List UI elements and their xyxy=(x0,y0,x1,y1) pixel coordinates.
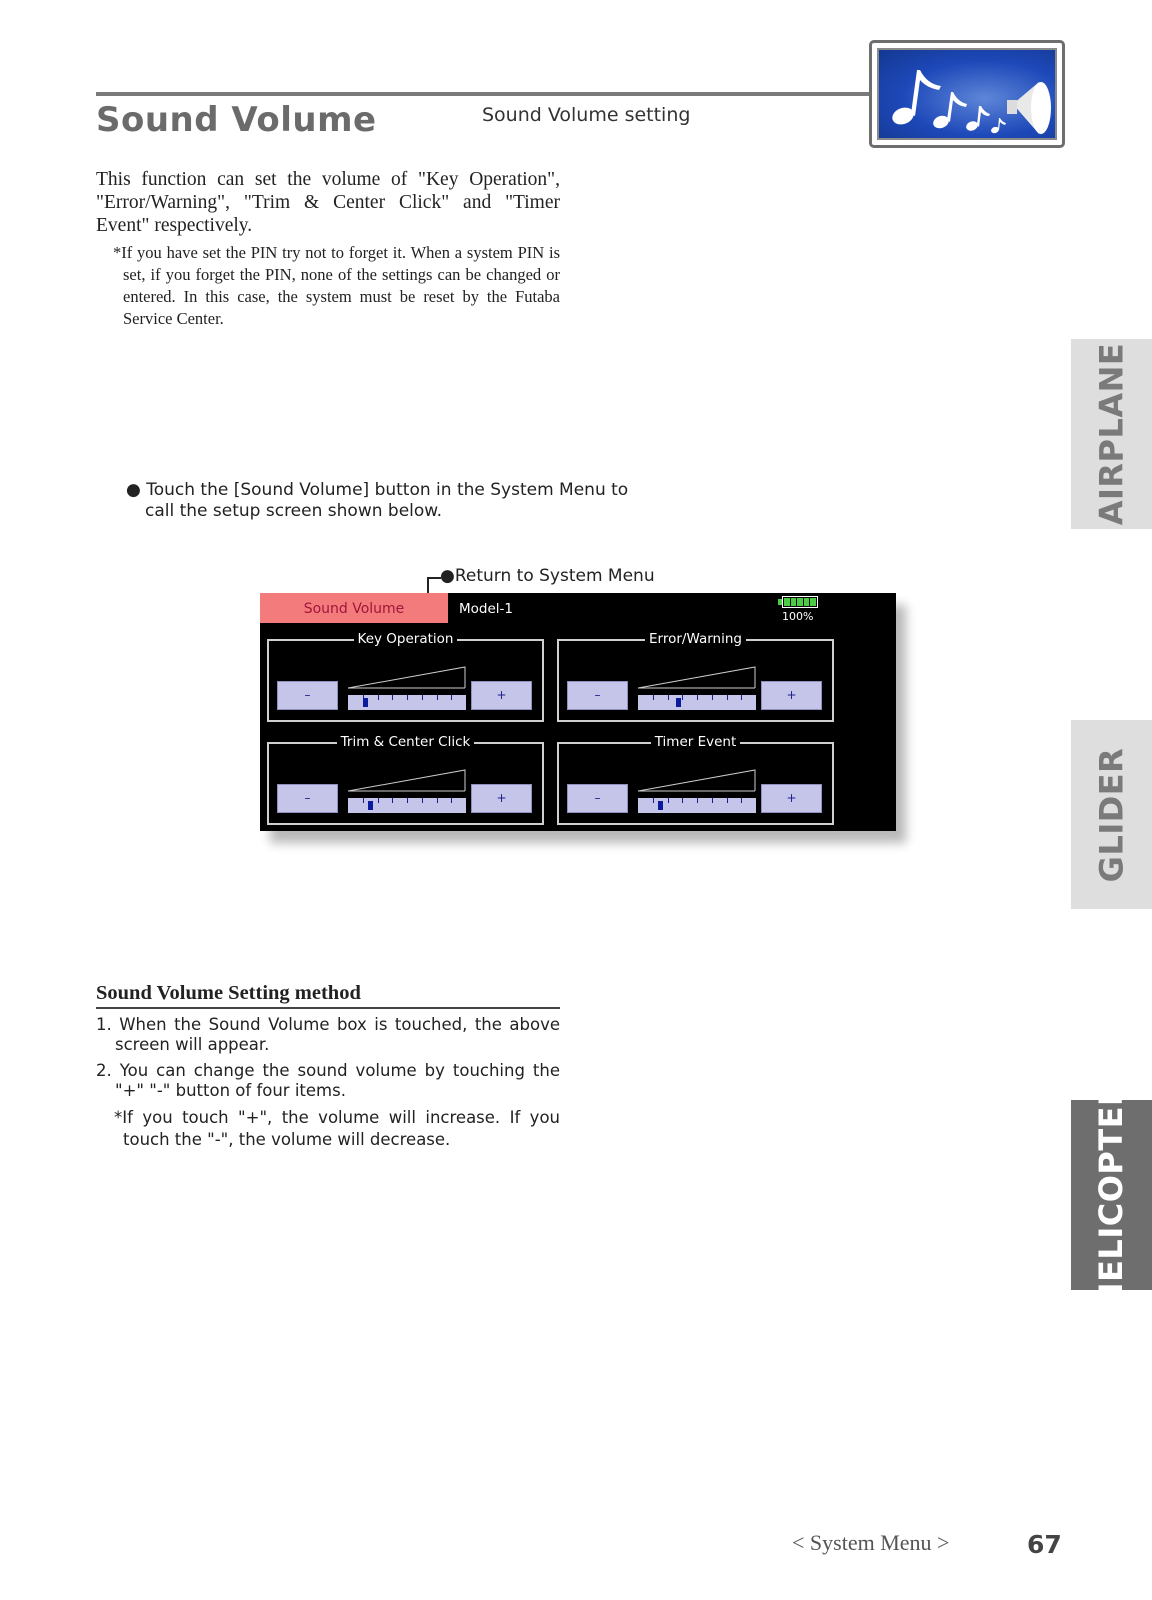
footer-section-label: < System Menu > xyxy=(792,1530,950,1555)
intro-paragraph: This function can set the volume of "Key Operation", "Error/Warning", "Trim & Center Click" and "Timer Event" respectively. xyxy=(96,169,560,236)
page-number: 67 xyxy=(1027,1530,1062,1559)
volume-tick xyxy=(378,798,379,803)
side-tab-airplane xyxy=(1071,339,1152,529)
model-name: Model-1 xyxy=(459,601,513,617)
volume-level-bar[interactable] xyxy=(638,695,756,710)
volume-tick xyxy=(451,695,452,700)
sound-volume-screen xyxy=(260,593,896,831)
panel-title: Timer Event xyxy=(651,734,741,750)
side-tab-glider xyxy=(1071,720,1152,909)
volume-level-knob[interactable] xyxy=(368,801,373,810)
panel-title: Key Operation xyxy=(354,631,458,647)
volume-tick xyxy=(727,695,728,700)
sound-volume-tab-button[interactable]: Sound Volume xyxy=(260,593,448,623)
method-step-2: 2. You can change the sound volume by touching the "+" "-" button of four items. xyxy=(96,1061,560,1100)
volume-down-button[interactable]: – xyxy=(567,681,628,710)
volume-level-bar[interactable] xyxy=(638,798,756,813)
method-note: *If you touch "+", the volume will increase. If you touch the "-", the volume will decrease. xyxy=(114,1108,560,1149)
volume-tick xyxy=(682,798,683,803)
volume-tick xyxy=(712,798,713,803)
panel-trim-center-click xyxy=(267,734,544,825)
volume-level-knob[interactable] xyxy=(676,698,681,707)
page-subtitle: Sound Volume setting xyxy=(482,104,691,126)
volume-up-button[interactable]: + xyxy=(761,784,822,813)
volume-level-knob[interactable] xyxy=(658,801,663,810)
volume-tick xyxy=(437,798,438,803)
volume-tick xyxy=(407,798,408,803)
panel-error-warning xyxy=(557,631,834,722)
volume-tick xyxy=(422,798,423,803)
instruction-bullet: ● Touch the [Sound Volume] button in the System Menu to call the setup screen shown below. xyxy=(126,480,629,521)
volume-down-button[interactable]: – xyxy=(567,784,628,813)
volume-tick xyxy=(697,798,698,803)
panel-timer-event xyxy=(557,734,834,825)
side-tab-label: AIRPLANE xyxy=(1092,342,1131,526)
volume-up-button[interactable]: + xyxy=(471,784,532,813)
battery-icon xyxy=(782,596,818,608)
panel-title: Error/Warning xyxy=(645,631,746,647)
panel-key-operation xyxy=(267,631,544,722)
volume-ramp-icon xyxy=(638,665,756,689)
volume-tick xyxy=(668,798,669,803)
side-tab-label: HELICOPTER xyxy=(1092,1080,1131,1310)
volume-tick xyxy=(668,695,669,700)
side-tab-label: GLIDER xyxy=(1092,747,1131,882)
side-tab-helicopter xyxy=(1071,1080,1152,1310)
volume-tick xyxy=(653,798,654,803)
page-title: Sound Volume xyxy=(96,100,377,140)
volume-tick xyxy=(653,695,654,700)
volume-up-button[interactable]: + xyxy=(471,681,532,710)
volume-tick xyxy=(697,695,698,700)
volume-tick xyxy=(437,695,438,700)
volume-ramp-icon xyxy=(348,768,466,792)
method-heading: Sound Volume Setting method xyxy=(96,982,560,1009)
pin-note: *If you have set the PIN try not to forget it. When a system PIN is set, if you forget the PIN, none of the settings can be changed or entered. In this case, the system must be reset by the Futaba Service Center. xyxy=(113,243,560,328)
volume-ramp-icon xyxy=(638,768,756,792)
volume-ramp-icon xyxy=(348,665,466,689)
volume-tick xyxy=(407,695,408,700)
method-step-1: 1. When the Sound Volume box is touched, the above screen will appear. xyxy=(96,1015,560,1054)
volume-tick xyxy=(741,695,742,700)
volume-tick xyxy=(712,695,713,700)
header-rule xyxy=(96,92,872,96)
volume-level-bar[interactable] xyxy=(348,798,466,813)
volume-tick xyxy=(378,695,379,700)
volume-tick xyxy=(741,798,742,803)
volume-tick xyxy=(451,798,452,803)
volume-tick xyxy=(422,695,423,700)
volume-up-button[interactable]: + xyxy=(761,681,822,710)
volume-tick xyxy=(392,798,393,803)
volume-tick xyxy=(727,798,728,803)
volume-down-button[interactable]: – xyxy=(277,681,338,710)
volume-tick xyxy=(392,695,393,700)
volume-level-bar[interactable] xyxy=(348,695,466,710)
volume-down-button[interactable]: – xyxy=(277,784,338,813)
music-notes-speaker-icon xyxy=(869,40,1065,148)
callout-leader xyxy=(427,577,441,579)
volume-level-knob[interactable] xyxy=(363,698,368,707)
battery-percent: 100% xyxy=(782,610,814,623)
volume-tick xyxy=(363,798,364,803)
panel-title: Trim & Center Click xyxy=(337,734,475,750)
callout-return-label: ●Return to System Menu xyxy=(440,566,655,586)
volume-tick xyxy=(682,695,683,700)
